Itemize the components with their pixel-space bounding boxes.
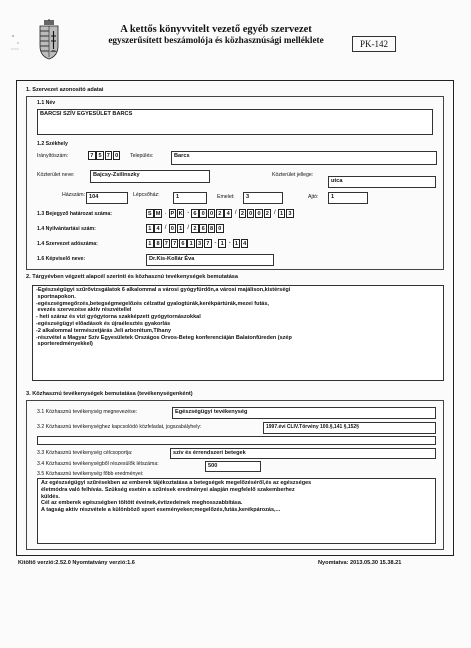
digit-cell: 0: [169, 224, 177, 233]
seat-label: 1.2 Székhely: [37, 141, 68, 147]
target-group-label: 3.3 Közhasznú tevékenység célcsoportja:: [37, 450, 133, 456]
stair-value: 1: [176, 194, 180, 200]
digit-cell: K: [178, 211, 183, 217]
registration-decision-field[interactable]: [146, 209, 294, 218]
floor-field[interactable]: [243, 192, 283, 204]
door-field[interactable]: [328, 192, 368, 204]
digit-cell: 1: [187, 239, 195, 248]
form-title: [66, 24, 366, 46]
digit-cell: 1: [278, 209, 286, 218]
results-textarea[interactable]: [37, 478, 436, 544]
digit-cell: 2: [264, 209, 272, 218]
digit-cell: 0: [208, 209, 216, 218]
city-label: Település:: [130, 153, 154, 159]
door-label: Ajtó:: [308, 194, 319, 200]
public-task-value: 1997.évi CLIV.Törvény 100.§,141 §,152§: [266, 424, 359, 430]
margin-mark: [10, 32, 22, 54]
digit-cell: S: [147, 211, 152, 217]
digit-cell: 8: [208, 224, 216, 233]
digit-cell: 7: [163, 239, 171, 248]
form-code-badge: PK-142: [352, 36, 396, 52]
floor-label: Emelet:: [217, 194, 235, 200]
digit-cell: 6: [199, 224, 207, 233]
city-field[interactable]: [171, 151, 437, 165]
street-type-value: utca: [331, 178, 343, 184]
floor-value: 3: [246, 194, 250, 200]
text-line: Az egészségügyi szűrésekben az emberek tájékoztatása a betegségek megelőzéséről,és az egészséges: [41, 480, 312, 486]
activities-text: [33, 286, 443, 349]
target-group-value: szív és érrendszeri betegek: [173, 450, 246, 456]
digit-cell: 0: [216, 224, 224, 233]
text-line: küldés.: [41, 493, 60, 500]
activity-name-field[interactable]: [172, 407, 436, 419]
text-line: evezés szervezése aktív részvétellel: [36, 307, 132, 314]
representative-field[interactable]: [146, 254, 274, 266]
digit-cell: 1: [146, 224, 154, 233]
activity-name-label: 3.1 Közhasznú tevékenység megnevezése:: [37, 409, 138, 415]
cell-separator: -: [214, 240, 217, 246]
cell-separator: /: [164, 225, 167, 231]
tax-number-field[interactable]: [146, 239, 249, 248]
digit-cell: 2: [239, 209, 247, 218]
print-timestamp: Nyomtatva: 2013.05.30 15.38.21: [318, 560, 402, 566]
street-value: Bajcsy-Zsilinszky: [93, 172, 140, 178]
cell-separator: -: [187, 210, 190, 216]
stair-label: Lépcsőház:: [133, 192, 160, 198]
form-title-line2: egyszerűsített beszámolója és közhasznúsági melléklete: [108, 35, 324, 45]
text-line: sporteredményekkel): [36, 341, 93, 348]
digit-cell: 1: [177, 224, 185, 233]
zip-label: Irányítószám:: [37, 153, 69, 159]
digit-cell: 0: [247, 209, 255, 218]
cell-separator: .: [164, 210, 167, 216]
results-text: [38, 479, 435, 515]
activities-textarea[interactable]: [32, 285, 444, 381]
digit-cell: 0: [199, 209, 207, 218]
text-line: életmódra való felhívás. Szükség esetén a szűrések eredményei alapján megfelelő szakemberhez: [41, 486, 295, 493]
digit-cell: 4: [241, 239, 249, 248]
representative-label: 1.6 Képviselő neve:: [37, 256, 86, 262]
text-line: -egészségmegőrzés,betegségmegelőzés célzattal gyalogtúrák,kerékpártúrák,mezei futás,: [36, 300, 269, 307]
digit-cell: 1: [218, 239, 226, 248]
street-type-label: Közterület jellege:: [272, 172, 314, 178]
stair-field[interactable]: [173, 192, 207, 204]
results-label: 3.5 Közhasznú tevékenység főbb eredményei:: [37, 471, 144, 477]
digit-cell: 3: [196, 239, 204, 248]
digit-cell: 0: [255, 209, 263, 218]
house-number-field[interactable]: [86, 192, 128, 204]
digit-cell: 1: [233, 239, 241, 248]
digit-cell: 8: [154, 239, 162, 248]
cell-separator: /: [274, 210, 276, 216]
cell-separator: -: [228, 240, 231, 246]
digit-cell: 1: [146, 239, 154, 248]
digit-cell: 7: [204, 239, 212, 248]
street-field[interactable]: [90, 170, 210, 183]
digit-cell: 7: [171, 239, 179, 248]
cell-separator: /: [234, 210, 237, 216]
text-line: -Egészségügyi szűrővizsgálatok 6 alkalommal a városi gyógyfürdőn,a városi majálison,kistérségi: [36, 287, 291, 293]
digit-cell: 7: [105, 151, 113, 160]
text-line: sportnapokon.: [36, 293, 76, 300]
digit-cell: 7: [88, 151, 96, 160]
street-type-field[interactable]: [328, 176, 436, 188]
digit-cell: 2: [191, 224, 199, 233]
section1-title: 1. Szervezet azonosító adatai: [26, 87, 104, 93]
section3-title: 3. Közhasznú tevékenységek bemutatása (tevékenységenként): [26, 391, 193, 397]
name-field[interactable]: [37, 109, 433, 135]
public-task-field[interactable]: [263, 422, 436, 434]
digit-cell: P: [170, 211, 175, 217]
section2-title: 2. Tárgyévben végzett alapcél szerinti és közhasznú tevékenységek bemutatása: [26, 274, 239, 280]
text-line: A tagság aktív részvétele a különböző sport eseményeken;megelőzés,futás,kerékpározás,...: [41, 507, 281, 514]
digit-cell: 4: [224, 209, 232, 218]
house-number-value: 104: [89, 194, 99, 200]
registration-decision-label: 1.3 Bejegyző határozat száma:: [37, 211, 112, 217]
digit-cell: 5: [96, 151, 104, 160]
name-value: BARCSI SZÍV EGYESÜLET BARCS: [40, 111, 133, 117]
beneficiary-count-label: 3.4 Közhasznú tevékenységből részesülők létszáma:: [37, 461, 159, 467]
digit-cell: 3: [286, 209, 294, 218]
digit-cell: 6: [191, 209, 199, 218]
registry-number-field[interactable]: [146, 224, 224, 233]
digit-cell: 6: [179, 239, 187, 248]
representative-value: Dr.Kis-Kollár Éva: [149, 256, 195, 262]
version-info: Kitöltő verzió:2.52.0 Nyomtatvány verzió:1.6: [18, 560, 135, 566]
digit-cell: 0: [113, 151, 121, 160]
public-task-extra-field[interactable]: [37, 436, 436, 445]
hungarian-coat-of-arms-icon: [36, 19, 62, 61]
text-line: -részvétel a Magyar Szív Egyesületek Országos Orvos-Beteg konferenciáján Balatonfüreden (szép: [36, 334, 292, 341]
beneficiary-count-field[interactable]: [205, 461, 261, 472]
digit-cell: M: [155, 211, 161, 217]
street-label: Közterület neve:: [37, 172, 75, 178]
text-line: - heti száraz és vizi gyógytorna szakképzett gyógytornászokkal: [36, 314, 201, 321]
tax-number-label: 1.4 Szervezet adószáma:: [37, 241, 98, 247]
target-group-field[interactable]: [170, 448, 436, 459]
public-task-label: 3.2 Közhasznú tevékenységhez kapcsolódó közfeladat, jogszabályhely:: [37, 424, 202, 430]
beneficiary-count-value: 500: [208, 463, 218, 469]
text-line: Cél az emberek egészségben töltött éveinek,évtizedeinek meghosszabbítása.: [41, 500, 243, 507]
activity-name-value: Egészségügyi tevékenység: [175, 409, 248, 415]
house-number-label: Házszám:: [62, 192, 86, 198]
digit-cell: 4: [154, 224, 162, 233]
form-title-line1: A kettős könyvvitelt vezető egyéb szervezet: [120, 24, 312, 35]
city-value: Barcs: [174, 153, 190, 159]
text-line: -2 alkalommal természetjárás Jeli arborétum,Tihany: [36, 327, 172, 334]
zip-field[interactable]: [88, 151, 121, 160]
digit-cell: 2: [216, 209, 224, 218]
text-line: -egészségügyi előadások és újraélesztés gyakorlás: [36, 320, 171, 327]
name-label: 1.1 Név: [37, 100, 56, 106]
door-value: 1: [331, 194, 335, 200]
registry-number-label: 1.4 Nyilvántartási szám:: [37, 226, 96, 232]
cell-separator: /: [187, 225, 190, 231]
